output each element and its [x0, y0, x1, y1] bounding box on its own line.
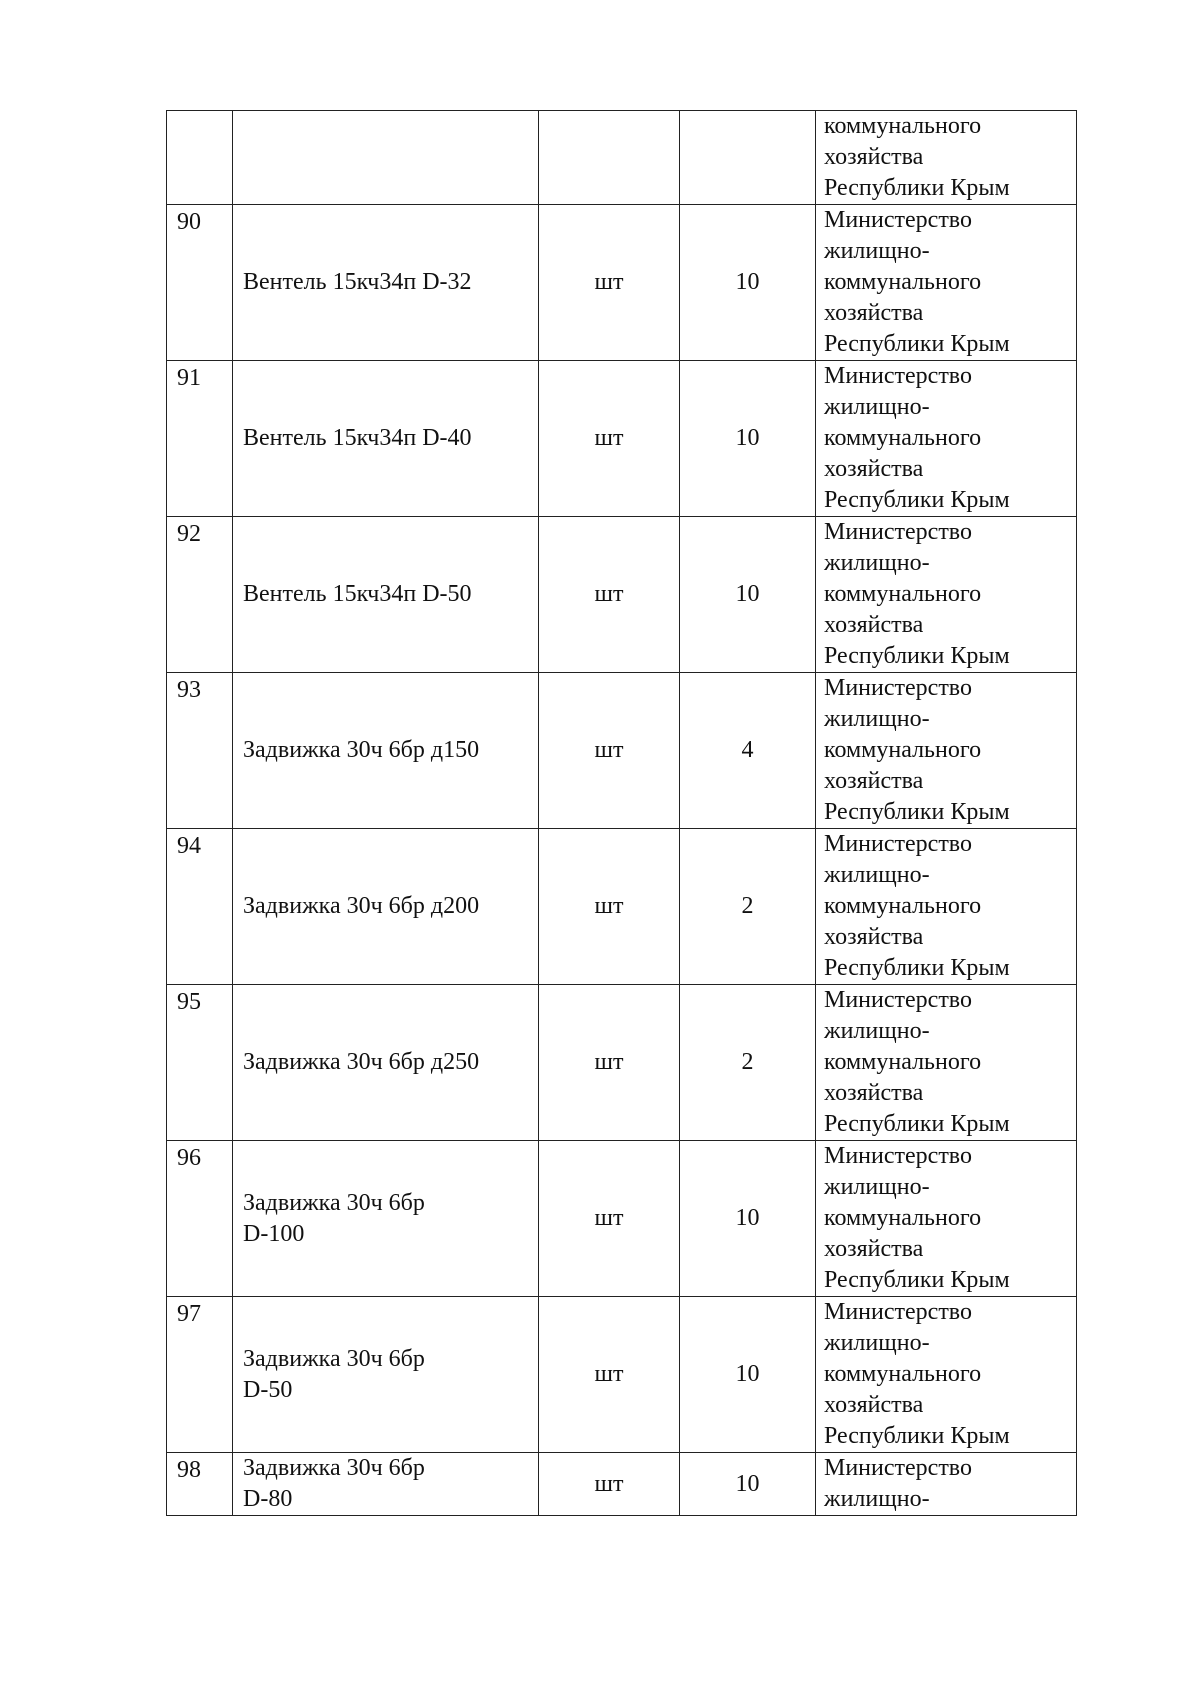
- organization-line: коммунального: [824, 581, 982, 607]
- organization-cell: [816, 361, 1077, 517]
- item-name-cell: [233, 361, 539, 517]
- unit-cell: шт: [539, 1141, 680, 1297]
- row-number-cell: 93: [167, 673, 233, 829]
- organization-line: Республики Крым: [824, 175, 1010, 201]
- organization-line: жилищно-: [824, 1330, 930, 1356]
- item-name-line: Вентель 15кч34п D-40: [243, 425, 472, 451]
- table-row: [167, 517, 1077, 673]
- inventory-table: [166, 110, 1077, 1516]
- row-number-cell: 97: [167, 1297, 233, 1453]
- organization-line: Республики Крым: [824, 1111, 1010, 1137]
- organization-line: хозяйства: [824, 300, 924, 326]
- item-name-cell: [233, 517, 539, 673]
- organization-line: Министерство: [824, 831, 972, 857]
- organization-line: хозяйства: [824, 1080, 924, 1106]
- organization-line: Республики Крым: [824, 643, 1010, 669]
- table-row: [167, 673, 1077, 829]
- quantity-cell: 10: [680, 1141, 816, 1297]
- unit-cell: шт: [539, 1453, 680, 1516]
- organization-line: хозяйства: [824, 456, 924, 482]
- quantity-cell: 10: [680, 517, 816, 673]
- unit-cell: [539, 111, 680, 205]
- organization-line: жилищно-: [824, 862, 930, 888]
- organization-line: коммунального: [824, 1205, 982, 1231]
- item-name-line: Вентель 15кч34п D-32: [243, 269, 472, 295]
- unit-cell: шт: [539, 361, 680, 517]
- organization-line: хозяйства: [824, 144, 924, 170]
- organization-cell: [816, 205, 1077, 361]
- quantity-cell: 10: [680, 361, 816, 517]
- quantity-cell: 10: [680, 1297, 816, 1453]
- organization-line: Министерство: [824, 675, 972, 701]
- table-row-continuation: [167, 111, 1077, 205]
- unit-cell: шт: [539, 985, 680, 1141]
- item-name-line: Задвижка 30ч 6бр д150: [243, 737, 480, 763]
- organization-line: коммунального: [824, 1361, 982, 1387]
- organization-line: жилищно-: [824, 550, 930, 576]
- organization-cell: [816, 111, 1077, 205]
- organization-cell: [816, 517, 1077, 673]
- quantity-cell: 2: [680, 829, 816, 985]
- table-row: [167, 361, 1077, 517]
- table-row: [167, 1297, 1077, 1453]
- unit-cell: шт: [539, 205, 680, 361]
- item-name-line: Вентель 15кч34п D-50: [243, 581, 472, 607]
- item-name-cell: [233, 111, 539, 205]
- item-name-line: Задвижка 30ч 6бр д250: [243, 1049, 480, 1075]
- item-name-cell: [233, 1141, 539, 1297]
- quantity-cell: 2: [680, 985, 816, 1141]
- table-row: [167, 829, 1077, 985]
- organization-line: хозяйства: [824, 924, 924, 950]
- organization-line: жилищно-: [824, 1018, 930, 1044]
- unit-cell: шт: [539, 517, 680, 673]
- item-name-line: D-80: [243, 1486, 293, 1512]
- row-number-cell: 98: [167, 1453, 233, 1516]
- item-name-cell: [233, 1297, 539, 1453]
- row-number-cell: 96: [167, 1141, 233, 1297]
- table-row: [167, 1453, 1077, 1516]
- organization-line: Республики Крым: [824, 331, 1010, 357]
- unit-cell: шт: [539, 673, 680, 829]
- item-name-line: Задвижка 30ч 6бр: [243, 1455, 425, 1481]
- organization-cell: [816, 829, 1077, 985]
- table-row: [167, 1141, 1077, 1297]
- row-number-cell: [167, 111, 233, 205]
- organization-line: хозяйства: [824, 612, 924, 638]
- organization-line: Республики Крым: [824, 799, 1010, 825]
- table-row: [167, 205, 1077, 361]
- row-number-cell: 92: [167, 517, 233, 673]
- quantity-cell: [680, 111, 816, 205]
- organization-line: Министерство: [824, 207, 972, 233]
- organization-cell: [816, 1453, 1077, 1516]
- organization-line: жилищно-: [824, 394, 930, 420]
- organization-line: Министерство: [824, 987, 972, 1013]
- item-name-line: Задвижка 30ч 6бр д200: [243, 893, 480, 919]
- quantity-cell: 10: [680, 1453, 816, 1516]
- item-name-line: D-50: [243, 1376, 293, 1403]
- organization-line: Министерство: [824, 1299, 972, 1325]
- organization-line: Министерство: [824, 1143, 972, 1169]
- organization-line: коммунального: [824, 737, 982, 763]
- item-name-line: Задвижка 30ч 6бр: [243, 1189, 425, 1216]
- organization-cell: [816, 673, 1077, 829]
- organization-line: Министерство: [824, 363, 972, 389]
- organization-line: жилищно-: [824, 1174, 930, 1200]
- item-name-cell: [233, 829, 539, 985]
- organization-line: хозяйства: [824, 1392, 924, 1418]
- organization-cell: [816, 1297, 1077, 1453]
- table-row: [167, 985, 1077, 1141]
- organization-line: жилищно-: [824, 1486, 930, 1512]
- organization-line: Республики Крым: [824, 1423, 1010, 1449]
- organization-line: хозяйства: [824, 768, 924, 794]
- organization-line: жилищно-: [824, 706, 930, 732]
- organization-line: коммунального: [824, 425, 982, 451]
- organization-line: коммунального: [824, 113, 982, 139]
- unit-cell: шт: [539, 829, 680, 985]
- item-name-cell: [233, 985, 539, 1141]
- organization-line: Республики Крым: [824, 955, 1010, 981]
- row-number-cell: 95: [167, 985, 233, 1141]
- organization-line: Министерство: [824, 519, 972, 545]
- item-name-cell: [233, 1453, 539, 1516]
- unit-cell: шт: [539, 1297, 680, 1453]
- organization-line: Министерство: [824, 1455, 972, 1481]
- item-name-line: D-100: [243, 1220, 305, 1247]
- row-number-cell: 94: [167, 829, 233, 985]
- organization-line: Республики Крым: [824, 1267, 1010, 1293]
- organization-line: жилищно-: [824, 238, 930, 264]
- row-number-cell: 90: [167, 205, 233, 361]
- item-name-cell: [233, 673, 539, 829]
- row-number-cell: 91: [167, 361, 233, 517]
- organization-line: коммунального: [824, 269, 982, 295]
- organization-cell: [816, 985, 1077, 1141]
- organization-line: хозяйства: [824, 1236, 924, 1262]
- organization-line: коммунального: [824, 893, 982, 919]
- item-name-line: Задвижка 30ч 6бр: [243, 1345, 425, 1372]
- organization-cell: [816, 1141, 1077, 1297]
- quantity-cell: 10: [680, 205, 816, 361]
- table-body: [167, 111, 1077, 1516]
- organization-line: Республики Крым: [824, 487, 1010, 513]
- item-name-cell: [233, 205, 539, 361]
- quantity-cell: 4: [680, 673, 816, 829]
- organization-line: коммунального: [824, 1049, 982, 1075]
